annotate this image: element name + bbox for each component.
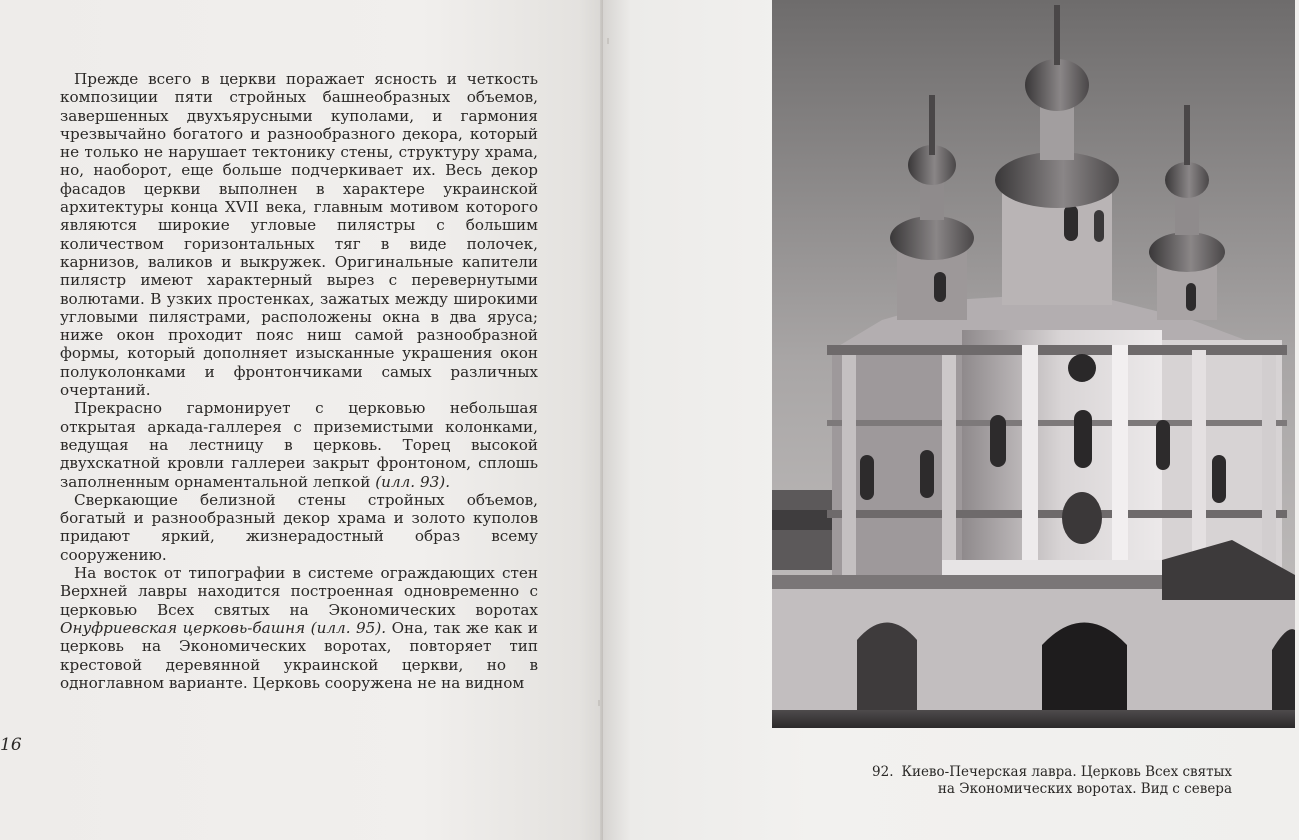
caption-text-1: Киево-Печерская лавра. Церковь Всех святых <box>901 764 1232 780</box>
paragraph-4-text-before: На восток от типографии в системе ограждающих стен Верхней лавры находится построенная одновременно с церковью Всех святых на Экономических воротах <box>60 564 538 619</box>
church-photograph <box>772 0 1295 728</box>
paragraph-2 <box>60 399 538 490</box>
illustration-ref-95: Онуфриевская церковь-башня (илл. 95). <box>60 618 387 637</box>
body-text <box>60 70 538 692</box>
paragraph-3: Сверкающие белизной стены стройных объемов, богатый и разнообразный декор храма и золото куполов придают яркий, жизнерадостный образ всему сооружению. <box>60 490 538 564</box>
paragraph-4-text-after: Она, так же как и церковь на Экономических воротах, повторяет тип крестовой деревянной украинской церкви, но в одноглавном варианте. Церковь сооружена не на видном <box>60 618 539 692</box>
caption-line-1 <box>820 764 1232 781</box>
paragraph-2-text: Прекрасно гармонирует с церковью небольшая открытая аркада-галлерея с приземистыми колонками, ведущая на лестницу в церковь. Торец высокой двухскатной кровли галлереи закрыт фронтоном, сплошь заполненным орнаментальной лепкой <box>60 399 538 491</box>
caption-line-2: на Экономических воротах. Вид с севера <box>937 781 1232 797</box>
page-speck <box>607 38 609 44</box>
page-number: 16 <box>0 735 22 755</box>
left-page <box>0 0 603 840</box>
figure-number: 92. <box>872 764 894 780</box>
paragraph-4 <box>60 564 538 692</box>
page-speck <box>598 700 600 706</box>
photo-caption <box>820 764 1232 798</box>
paragraph-1: Прежде всего в церкви поражает ясность и четкость композиции пяти стройных башнеобразных объемов, завершенных двухъярусными куполами, и гармония чрезвычайно богатого и разнообразного декора, который не только не нарушает тектонику стены, структуру храма, но, наоборот, еще больше подчеркивает их. Весь декор фасадов церкви выполнен в характере украинской архитектуры конца XVII века, главным мотивом которого являются широкие угловые пилястры с большим количеством горизонтальных тяг в виде полочек, карнизов, валиков и выкружек. Оригинальные капители пилястр имеют характерный вырез с перевернутыми волютами. В узких простенках, зажатых между широкими угловыми пилястрами, расположены окна в два яруса; ниже окон проходит пояс ниш самой разнообразной формы, который дополняет изысканные украшения окон полуколонками и фронтончиками самых различных очертаний. <box>60 70 538 400</box>
church-illustration <box>772 0 1295 728</box>
illustration-ref-93: (илл. 93). <box>375 472 451 491</box>
